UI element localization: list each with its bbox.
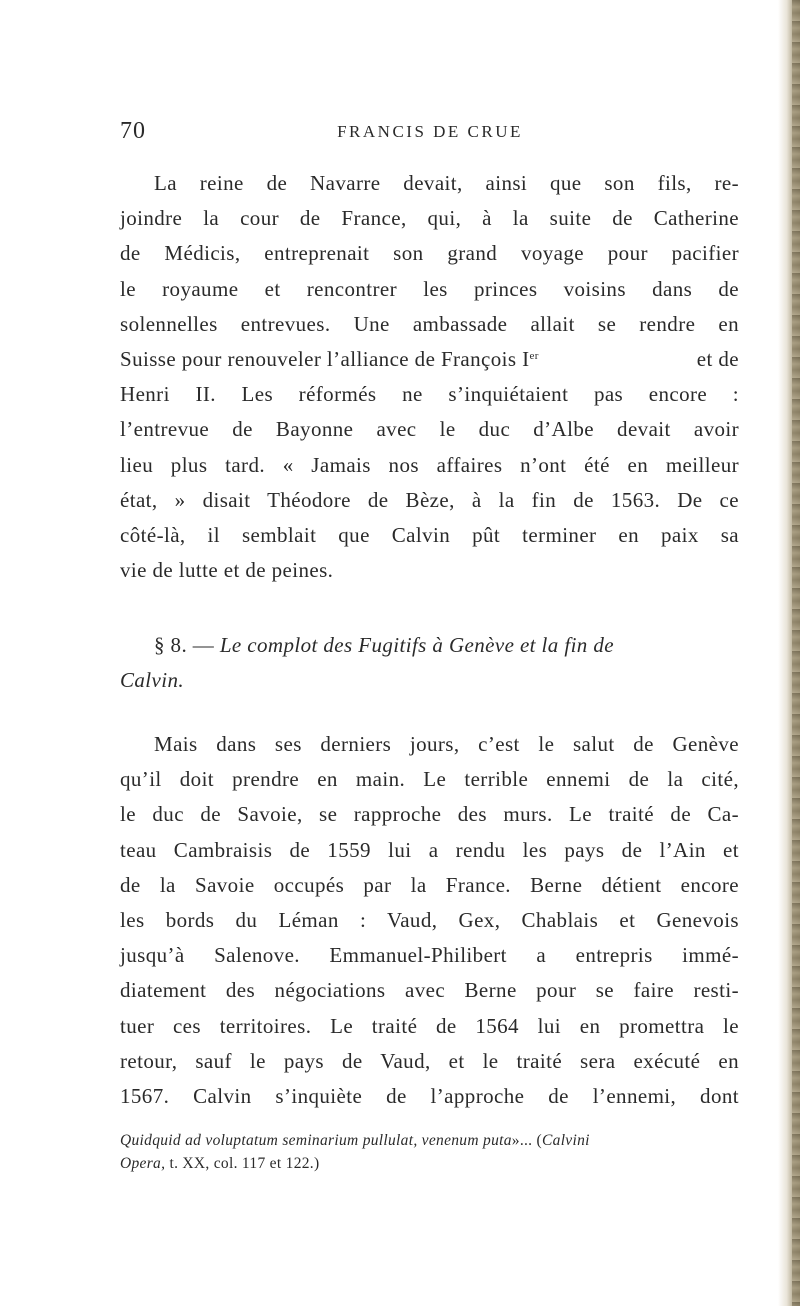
text-line: Henri II. Les réformés ne s’inquiétaient pas encore : [120,382,739,407]
paragraph-1 [120,166,739,588]
text-line: vie de lutte et de peines. [120,558,334,583]
footnote-separator: »... ( [511,1132,542,1149]
text-line: retour, sauf le pays de Vaud, et le traité sera exécuté en [120,1048,739,1073]
text-line: jusqu’à Salenove. Emmanuel-Philibert a entrepris immé- [120,943,739,968]
text-line: l’entrevue de Bayonne avec le duc d’Albe devait avoir [120,417,739,442]
text-line: diatement des négociations avec Berne pour se faire resti- [120,978,739,1003]
paragraph-1-text [120,166,739,588]
text-line-head: Suisse pour renouveler l’alliance de François I [120,347,530,372]
page-edge-binding [792,0,800,1306]
footnote-source: Calvini [542,1132,590,1149]
footnote-source-work: Opera, [120,1154,166,1172]
section-heading [120,628,739,698]
footnote-line-2 [120,1153,739,1176]
section-title [120,628,739,698]
text-line: solennelles entrevues. Une ambassade allait se rendre en [120,311,739,336]
page-header [120,118,740,152]
section-number: § 8. — [154,633,220,657]
text-line: lieu plus tard. « Jamais nos affaires n’ont été en meilleur [120,452,739,477]
footnote [120,1130,739,1175]
text-line: côté-là, il semblait que Calvin pût terminer en paix sa [120,523,739,548]
page-number: 70 [120,118,146,144]
footnote-line-1 [120,1130,739,1153]
text-line: de la Savoie occupés par la France. Berne détient encore [120,872,739,897]
text-line-tail: et de [696,347,739,372]
text-line: état, » disait Théodore de Bèze, à la fin de 1563. De ce [120,487,739,512]
text-line: qu’il doit prendre en main. Le terrible ennemi de la cité, [120,767,739,792]
text-line: joindre la cour de France, qui, à la suite de Catherine [120,206,739,231]
running-title: FRANCIS DE CRUE [337,122,523,141]
section-title-line-2: Calvin. [120,668,185,693]
text-line: le royaume et rencontrer les princes voisins dans de [120,276,739,301]
text-line: de Médicis, entreprenait son grand voyage pour pacifier [120,241,739,266]
paragraph-2 [120,727,739,1114]
footnote-text [120,1130,739,1175]
footnote-quote: Quidquid ad voluptatum seminarium pullulat, venenum puta [120,1132,512,1149]
section-title-text: Le complot des Fugitifs à Genève et la fin de [219,633,614,657]
footnote-reference: t. XX, col. 117 et 122.) [165,1154,320,1172]
text-line-with-superscript [120,342,739,377]
text-line: 1567. Calvin s’inquiète de l’approche de l’ennemi, dont [120,1084,739,1109]
paragraph-2-text [120,727,739,1114]
text-line: La reine de Navarre devait, ainsi que son fils, re- [154,171,739,195]
text-line: le duc de Savoie, se rapproche des murs. Le traité de Ca- [120,802,739,827]
text-line: Mais dans ses derniers jours, c’est le salut de Genève [154,732,739,756]
section-title-line [120,628,739,663]
text-line: les bords du Léman : Vaud, Gex, Chablais et Genevois [120,908,739,933]
superscript-er: er [529,350,539,363]
text-line: tuer ces territoires. Le traité de 1564 lui en promettra le [120,1013,739,1038]
text-line-part [120,342,539,377]
text-line: teau Cambraisis de 1559 lui a rendu les pays de l’Ain et [120,837,739,862]
